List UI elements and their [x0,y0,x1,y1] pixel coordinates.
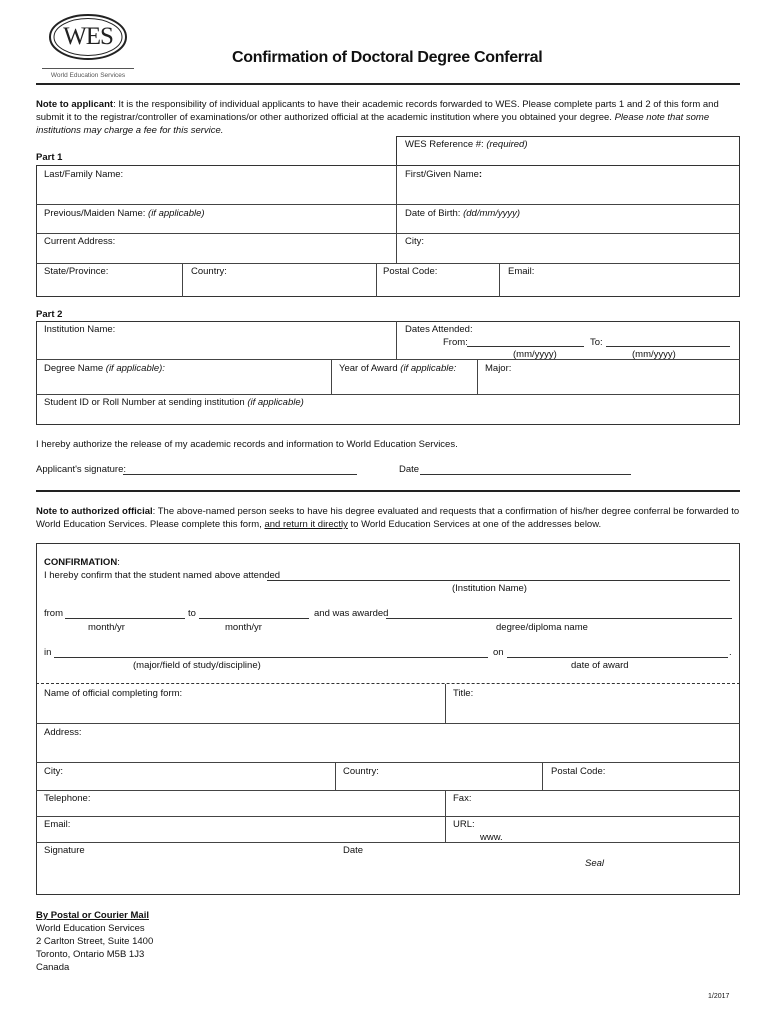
official-postal-field[interactable]: Postal Code: [551,766,606,777]
note-to-applicant: Note to applicant: It is the responsibility of individual applicants to have their academic records forwarded to WES. Please complete parts 1 and 2 of this form and submit it to the registrar/controller of examinations/or other authorized official at the academic institution where you obtained your degree. Please note that some institutions may charge a fee for this service. [36,99,719,136]
awarded-text: and was awarded [314,608,389,619]
student-id-field[interactable]: Student ID or Roll Number at sending institution (if applicable) [44,397,304,408]
institution-name-field[interactable]: Institution Name: [44,324,116,335]
authorization-statement: I hereby authorize the release of my academic records and information to World Education Services. [36,439,458,450]
from-label: From: [443,337,468,348]
current-address-field[interactable]: Current Address: [44,236,116,247]
major-field[interactable]: Major: [485,363,512,374]
major-caption: (major/field of study/discipline) [133,660,261,671]
url-prefix: www. [480,832,503,843]
logo-tagline: World Education Services [50,72,126,79]
official-city-field[interactable]: City: [44,766,63,777]
confirm-attended-text: I hereby confirm that the student named above attended [44,570,281,581]
from-month-line[interactable] [65,618,185,619]
on-text: on [493,647,504,658]
to-month-caption: month/yr [225,622,262,633]
page-title: Confirmation of Doctoral Degree Conferral [232,49,543,66]
official-address-field[interactable]: Address: [44,727,82,738]
wes-reference-label: WES Reference #: (required) [405,139,528,150]
form-version: 1/2017 [708,993,730,1000]
date-label: Date [399,464,420,475]
from-month-caption: month/yr [88,622,125,633]
city-field[interactable]: City: [405,236,424,247]
mail-line-4: Canada [36,962,70,973]
date-of-birth-field[interactable]: Date of Birth: (dd/mm/yyyy) [405,208,521,219]
official-title-field[interactable]: Title: [453,688,474,699]
institution-name-line[interactable] [267,580,730,581]
major-line[interactable] [54,657,488,658]
note-to-official: Note to authorized official: The above-named person seeks to have his degree evaluated and requests that a confirmation of his/her degree conferral be forwarded to World Education Services. Please complete this form, and return it directly to World Education Services at one of the addresses below. [36,506,740,530]
degree-name-field[interactable]: Degree Name (if applicable): [44,363,165,374]
applicant-date-field[interactable] [420,474,631,475]
award-date-line[interactable] [507,657,728,658]
in-text: in [44,647,52,658]
mail-line-3: Toronto, Ontario M5B 1J3 [36,949,145,960]
logo-text: WES [63,23,113,50]
period-text: . [729,647,732,658]
country-field[interactable]: Country: [191,266,227,277]
confirmation-heading: CONFIRMATION: [44,557,120,568]
email-field[interactable]: Email: [508,266,535,277]
official-telephone-field[interactable]: Telephone: [44,793,91,804]
to-text: to [188,608,196,619]
to-label: To: [590,337,603,348]
official-name-field[interactable]: Name of official completing form: [44,688,183,699]
award-date-caption: date of award [571,660,629,671]
applicant-signature-label: Applicant's signature: [36,464,127,475]
from-format-hint: (mm/yyyy) [513,349,557,360]
previous-name-field[interactable]: Previous/Maiden Name: (if applicable) [44,208,205,219]
institution-name-caption: (Institution Name) [452,583,527,594]
degree-name-line[interactable] [386,618,732,619]
year-of-award-field[interactable]: Year of Award (if applicable: [339,363,457,374]
state-province-field[interactable]: State/Province: [44,266,109,277]
official-country-field[interactable]: Country: [343,766,379,777]
official-url-field[interactable]: URL: [453,819,475,830]
dates-attended-label: Dates Attended: [405,324,473,335]
mail-heading: By Postal or Courier Mail [36,910,149,921]
official-fax-field[interactable]: Fax: [453,793,472,804]
part1-heading: Part 1 [36,152,63,163]
to-month-line[interactable] [199,618,309,619]
mail-line-1: World Education Services [36,923,145,934]
official-email-field[interactable]: Email: [44,819,71,830]
from-text: from [44,608,63,619]
part2-heading: Part 2 [36,309,63,320]
official-date-field[interactable]: Date [343,845,364,856]
applicant-signature-field[interactable] [123,474,357,475]
seal-area: Seal [585,858,605,869]
from-date-field[interactable] [467,346,584,347]
official-signature-field[interactable]: Signature [44,845,85,856]
last-name-field[interactable]: Last/Family Name: [44,169,124,180]
to-date-field[interactable] [606,346,730,347]
mail-line-2: 2 Carlton Street, Suite 1400 [36,936,154,947]
wes-logo [38,12,138,84]
degree-caption: degree/diploma name [496,622,588,633]
postal-code-field[interactable]: Postal Code: [383,266,438,277]
to-format-hint: (mm/yyyy) [632,349,676,360]
first-name-field[interactable]: First/Given Name: [405,169,483,180]
